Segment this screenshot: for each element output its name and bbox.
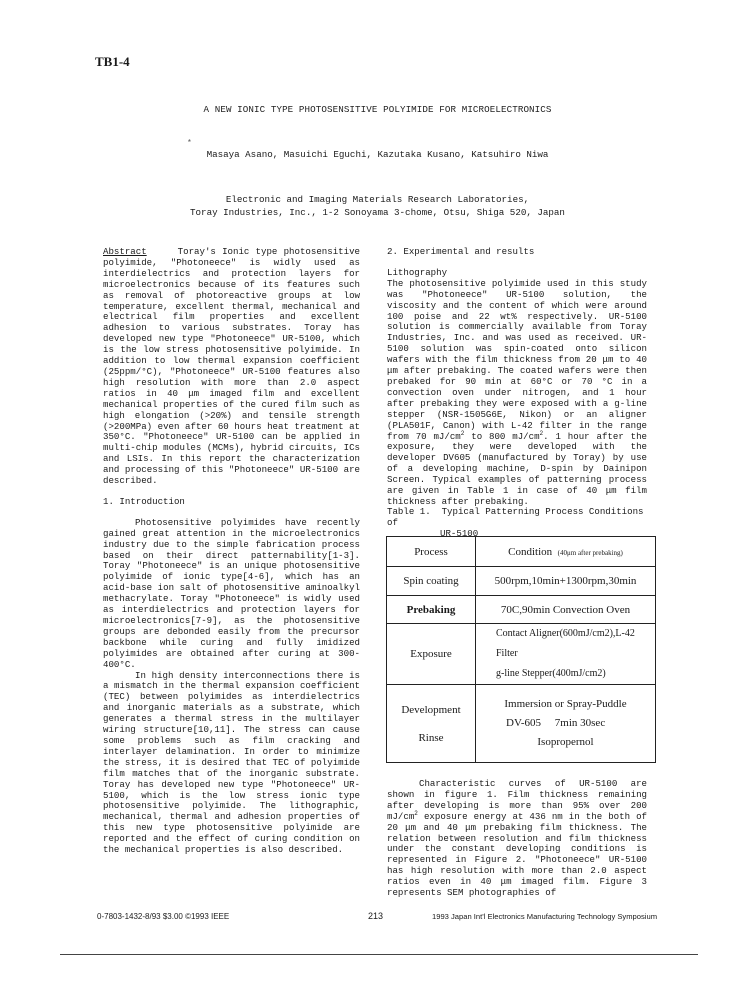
process-line: Rinse [418, 731, 444, 744]
cell-process [387, 685, 476, 763]
condition-line: g-line Stepper(400mJ/cm2) [496, 668, 606, 679]
table-caption [387, 507, 647, 540]
author-list: Masaya Asano, Masuichi Eguchi, Kazutaka Kusano, Katsuhiro Niwa [206, 149, 549, 160]
page-number: 213 [368, 911, 384, 921]
lithography-text-a: The photosensitive polyimide used in this study was "Photoneece" UR-5100 solution, the viscosity and the content of which were around 100 poise and 22 wt% respectively. UR-5100 solution is commercially available from Toray Industries, Inc. and was used as received. UR-5100 solution was spin-coated onto silicon wafers with the film thickness from 20 μm to 40 μm after prebaking. The coated wafers were then prebaked for 90 min at 60°C or 70 °C in a convection oven under nitrogen, and 1 hour after prebaking they were exposed with a g-line stepper (NSR-1505G6E, Nikon) or an aligner (PLA501F, Canon) with L-42 filter in the range from 70 mJ/cm [387, 277, 647, 442]
cell-process: Spin coating [387, 567, 476, 596]
lithography-text-c: . 1 hour after the exposure, they were developed with the developer DV605 (manufactured by Toray) by use of a developing machine, D-spin by Dainipon Screen. Typical examples of patterning process are given in Table 1 in case of 40 μm film thickness after prebaking. [387, 430, 648, 507]
characteristic-text-b: exposure energy at 436 nm in the both of 20 μm and 40 μm prebaking film thickness. The relation between resolution and film thickness under the constant developing conditions is represented in Figure 2. "Photoneece" UR-5100 has high resolution with more than 2.0 aspect ratios even in 40 μm imaged film. Figure 3 represents SEM photographies of [387, 810, 647, 899]
left-column [103, 247, 360, 856]
table-row [387, 596, 656, 624]
table-caption-label: Table 1. [387, 506, 431, 517]
cell-process: Prebaking [387, 596, 476, 624]
header-condition-note: (40μm after prebaking) [557, 548, 623, 557]
table-caption-text: Typical Patterning Process Conditions of [387, 506, 644, 528]
introduction-heading: 1. Introduction [103, 495, 185, 507]
header-process: Process [387, 537, 476, 567]
cell-condition [476, 624, 656, 685]
abstract [103, 247, 360, 487]
affiliation [0, 194, 755, 219]
condition-line: Isopropernol [537, 736, 594, 748]
process-line: Development [401, 703, 461, 716]
lithography-subheading: Lithography [387, 266, 448, 278]
superscript: 2 [539, 429, 544, 437]
lithography-text-b: to 800 mJ/cm [464, 430, 540, 442]
table-header-row [387, 537, 656, 567]
lithography-paragraph [387, 279, 647, 508]
cell-condition [476, 685, 656, 763]
author-mark: * [187, 139, 192, 148]
cell-process: Exposure [387, 624, 476, 685]
characteristic-text-a: Characteristic curves of UR-5100 are shown in figure 1. Film thickness remaining after developing is more than 95% over 200 mJ/cm [387, 778, 647, 822]
header-condition [476, 537, 656, 567]
abstract-label: Abstract [103, 246, 147, 257]
affiliation-line-2: Toray Industries, Inc., 1-2 Sonoyama 3-chome, Otsu, Shiga 520, Japan [190, 206, 565, 218]
superscript: 2 [414, 809, 418, 817]
session-code: TB1-4 [95, 54, 130, 69]
condition-line: Immersion or Spray-Puddle [504, 698, 627, 710]
introduction-paragraph-2: In high density interconnections there is a mismatch in the thermal expansion coefficient (TEC) between polyimides as interdielectrics and inorganic materials as a substrate, which generates a thermal stress in the multilayer wiring structure[10,11]. The stress can cause some problems such as film cracking and interlayer delamination. In order to minimize the stress, it is desired that TEC of polyimide film matches that of the inorganic substrate. Toray has developed new type "Photoneece" UR-5100, which is the low stress ionic type photosensitive polyimide. The lithographic, mechanical, thermal and adhesion properties of this new type photosensitive polyimide are reported and the effect of curing condition on the mechanical properties is also described. [103, 669, 360, 856]
table-row [387, 624, 656, 685]
table-row [387, 685, 656, 763]
footer-copyright: 0-7803-1432-8/93 $3.00 ©1993 IEEE [97, 912, 230, 921]
condition-line: Contact Aligner(600mJ/cm2),L-42 Filter [496, 628, 635, 659]
table-row [387, 567, 656, 596]
table-caption-continuation: UR-5100 [440, 527, 479, 539]
right-column [387, 247, 647, 508]
cell-condition: 500rpm,10min+1300rpm,30min [476, 567, 656, 596]
introduction-paragraph-1: Photosensitive polyimides have recently gained great attention in the microelectronics industry due to the simple fabrication process based on their direct patternability[1-3]. Toray "Photoneece" is an unique photosensitive polyimide of ionic type[4-6], which has an acid-base ion salt of photosensitive aminoalkyl methacrylate. Toray "Photoneece" is widly used as interdielectrics and protection layers for microelectronics[7-9], as the photosensitive groups are debonded easily from the precursor backbone while curing and fully imidized polyimides are obtained after curing at 300-400°C. [103, 516, 360, 670]
bottom-rule [60, 954, 698, 955]
condition-line: DV-605 7min 30sec [506, 717, 606, 729]
abstract-text: Toray's Ionic type photosensitive polyimide, "Photoneece" is widly used as interdielectrics and protection layers for microelectronics because of its features such as removal of photoreactive groups at low temperature, excellent thermal, mechanical and electrical film properties and excellent adhesion to various substrates. Toray has developed new type "Photoneece" UR-5100, which is the low stress photosensitive polyimide. In addition to low thermal expansion coefficient (25ppm/°C), "Photoneece" UR-5100 features also high resolution with more than 2.0 aspect ratios in 40 μm imaged film and excellent mechanical properties of the cured film such as high elongation (>20%) and tensile strength (>200MPa) even after 60 hours heat treatment at 350°C. "Photoneece" UR-5100 can be applied in multi-chip modules (MCMs), hybrid circuits, ICs and LSIs. In this report the characterization and processing of this "Photoneece" UR-5100 are described. [103, 246, 360, 487]
header-condition-label: Condition [508, 545, 553, 558]
characteristic-paragraph [387, 779, 647, 899]
cell-condition: 70C,90min Convection Oven [476, 596, 656, 624]
affiliation-line-1: Electronic and Imaging Materials Research Laboratories, [225, 194, 530, 205]
process-table [386, 536, 656, 763]
footer-venue: 1993 Japan Int'l Electronics Manufacturing Technology Symposium [432, 912, 658, 921]
paper-title: A NEW IONIC TYPE PHOTOSENSITIVE POLYIMIDE FOR MICROELECTRONICS [203, 104, 552, 115]
superscript: 2 [460, 429, 465, 437]
experimental-heading: 2. Experimental and results [387, 246, 535, 257]
